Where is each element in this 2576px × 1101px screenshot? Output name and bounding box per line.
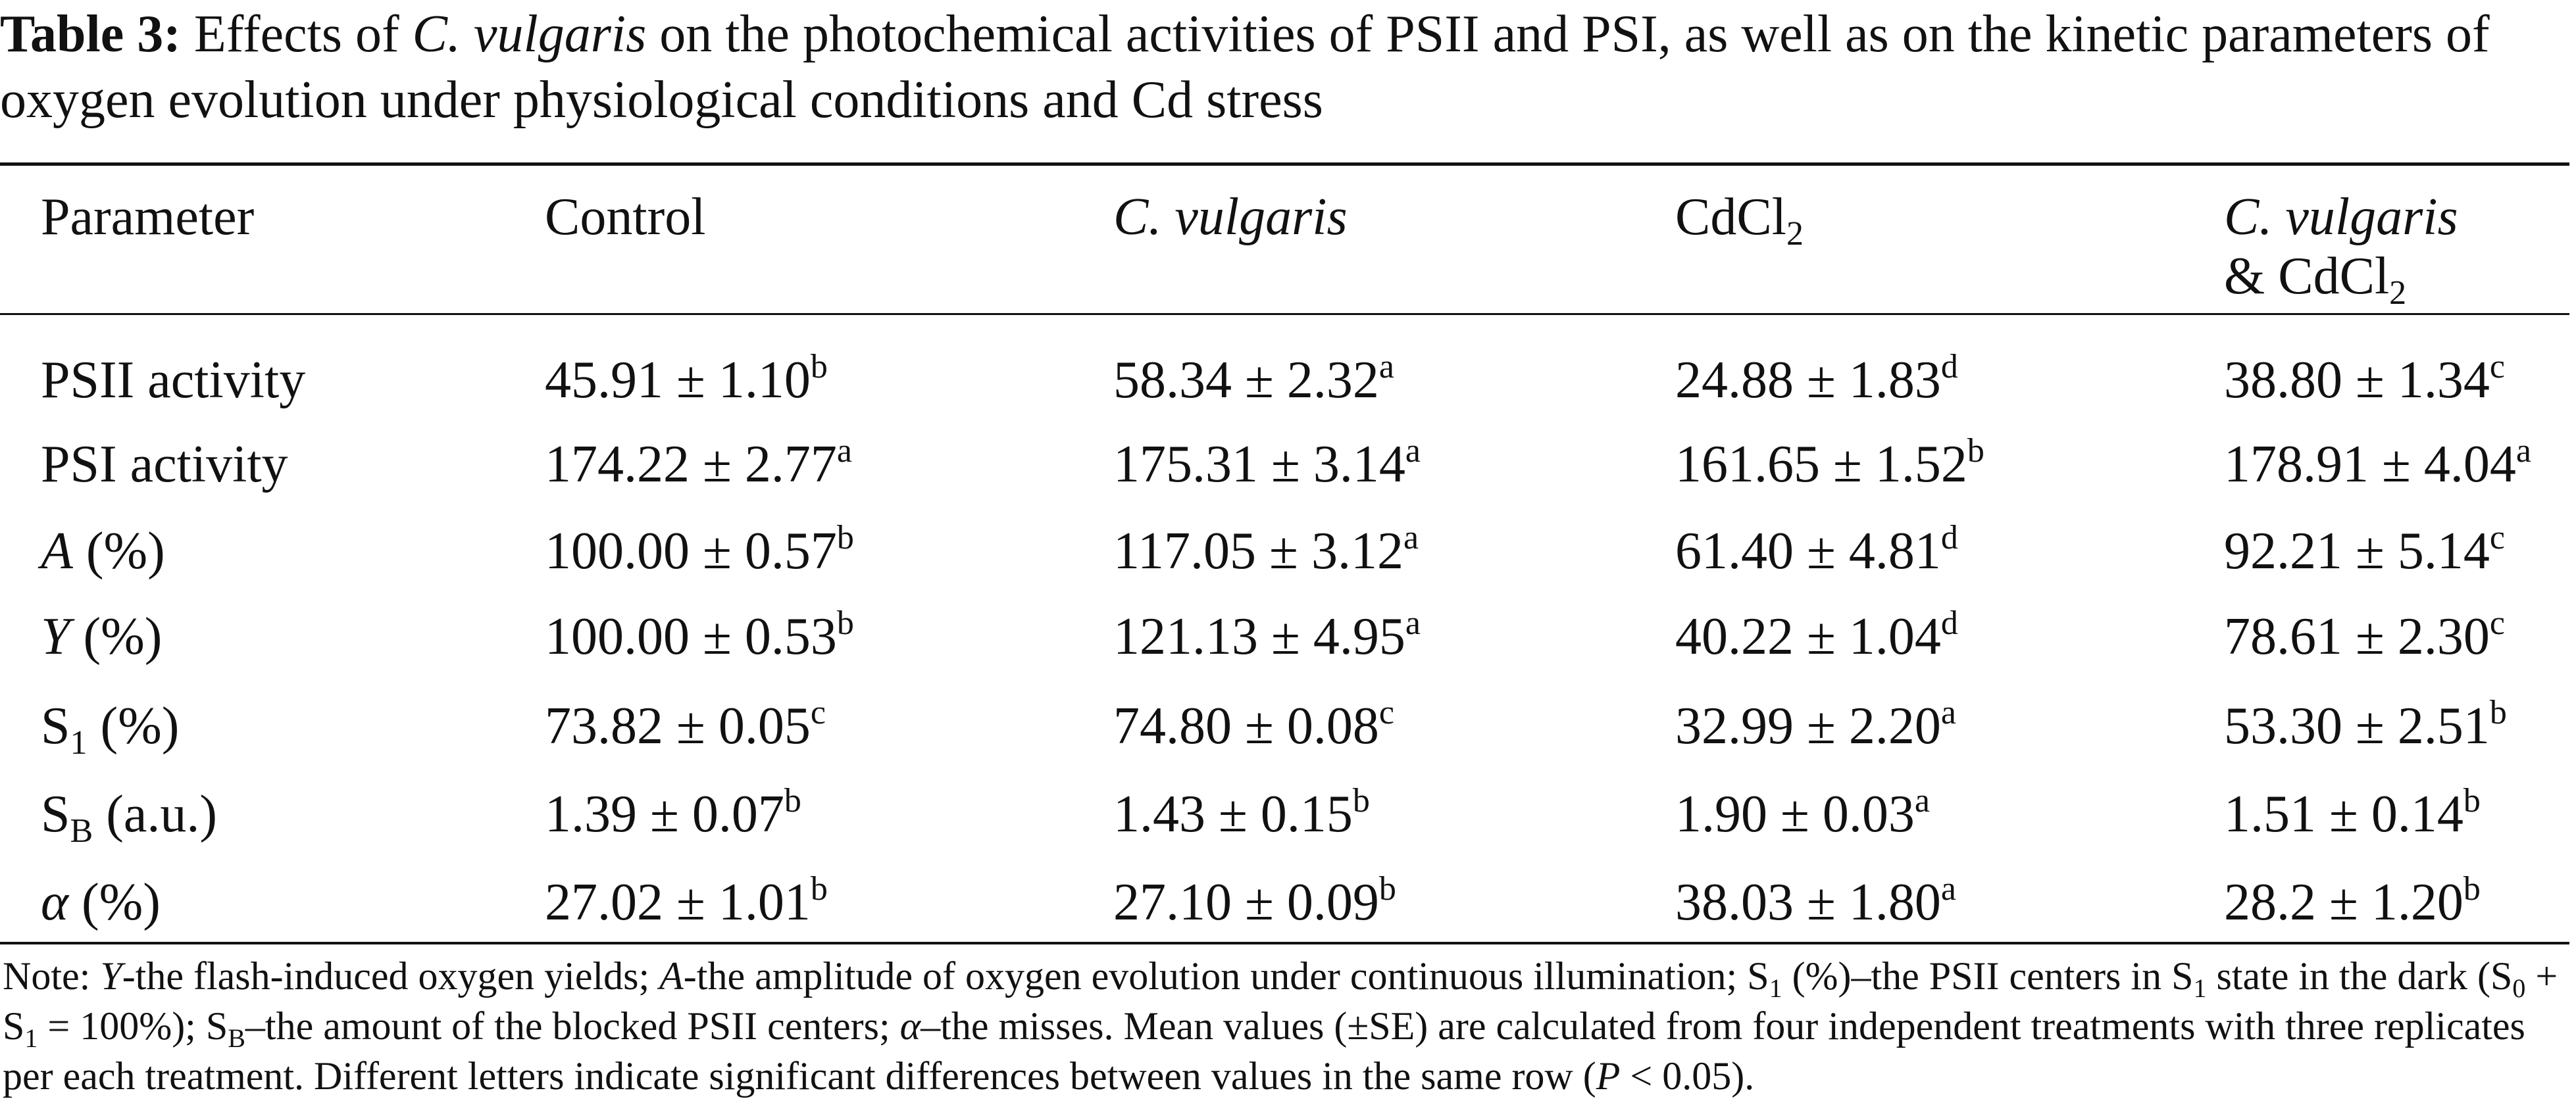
cell-value: 1.90 ± 0.03 — [1675, 785, 1915, 843]
note-symbol: α — [899, 1004, 921, 1048]
row-label — [41, 437, 288, 492]
table-cell — [545, 519, 854, 580]
cell-value: 121.13 ± 4.95 — [1113, 608, 1405, 666]
table-cell — [1113, 348, 1394, 409]
cell-letter: b — [836, 519, 854, 556]
cell-value: 61.40 ± 4.81 — [1675, 522, 1941, 580]
header-parameter — [41, 184, 254, 250]
row-label-text: PSII activity — [41, 351, 306, 409]
cell-value: 73.82 ± 0.05 — [545, 697, 811, 755]
cell-letter: a — [1914, 782, 1930, 820]
cell-value: 38.03 ± 1.80 — [1675, 873, 1941, 931]
note-symbol: P — [1596, 1054, 1621, 1098]
header-cdcl2-sub: 2 — [1786, 215, 1804, 253]
table-cell — [2224, 694, 2507, 755]
cell-value: 45.91 ± 1.10 — [545, 351, 811, 409]
row-label-base: S — [41, 697, 70, 755]
cell-value: 53.30 ± 2.51 — [2224, 697, 2490, 755]
cell-letter: c — [810, 694, 826, 731]
cell-value: 28.2 ± 1.20 — [2224, 873, 2463, 931]
note-text: -the flash-induced oxygen yields; — [122, 954, 660, 998]
cell-value: 74.80 ± 0.08 — [1113, 697, 1379, 755]
table-cell — [1675, 870, 1956, 931]
table-cell — [545, 782, 801, 843]
row-label-unit: (%) — [70, 608, 163, 666]
row-label — [41, 875, 161, 930]
note-text: –the amount of the blocked PSII centers; — [245, 1004, 900, 1048]
table-cell — [1675, 519, 1958, 580]
cell-letter: b — [1967, 432, 1984, 470]
cell-letter: a — [1940, 694, 1956, 731]
cell-letter: a — [1940, 870, 1956, 908]
cell-value: 100.00 ± 0.57 — [545, 522, 837, 580]
table-cell — [2224, 604, 2505, 666]
cell-letter: b — [836, 604, 854, 642]
note-text: (%)–the PSII centers in S — [1782, 954, 2194, 998]
cell-value: 1.43 ± 0.15 — [1113, 785, 1353, 843]
note-symbol: Y — [100, 954, 122, 998]
caption-label: Table 3: — [0, 5, 181, 63]
note-text: < 0.05). — [1620, 1054, 1755, 1098]
cell-letter: d — [1940, 519, 1958, 556]
table-note — [3, 951, 2569, 1101]
header-control — [545, 184, 705, 250]
row-label-symbol: A — [41, 522, 73, 580]
cell-letter: b — [2463, 782, 2481, 820]
row-label — [41, 785, 217, 850]
table-top-rule — [0, 162, 2569, 166]
table-cell — [1113, 432, 1421, 493]
table-cell — [1675, 604, 1958, 666]
cell-letter: b — [784, 782, 801, 820]
cell-value: 78.61 ± 2.30 — [2224, 608, 2490, 666]
caption-text-start: Effects of — [193, 5, 399, 63]
table-cell — [2224, 782, 2481, 843]
table-cell — [1113, 519, 1419, 580]
cell-value: 38.80 ± 1.34 — [2224, 351, 2490, 409]
note-text: = 100%); S — [38, 1004, 228, 1048]
note-sub: 1 — [1769, 973, 1782, 1003]
table-cell — [545, 870, 828, 931]
note-symbol: A — [659, 954, 684, 998]
note-text: Note: — [3, 954, 101, 998]
cell-value: 27.02 ± 1.01 — [545, 873, 811, 931]
header-cdcl2 — [1675, 184, 1804, 253]
row-label — [41, 609, 162, 664]
row-label — [41, 697, 180, 762]
cell-letter: a — [836, 432, 852, 470]
cell-value: 178.91 ± 4.04 — [2224, 435, 2516, 493]
cell-letter: b — [1352, 782, 1370, 820]
table-cell — [1675, 348, 1958, 409]
row-label — [41, 353, 305, 408]
cell-letter: a — [2515, 432, 2531, 470]
cell-letter: a — [1405, 432, 1421, 470]
row-label-unit: (%) — [72, 522, 165, 580]
cell-letter: b — [810, 348, 828, 385]
cell-letter: a — [1405, 604, 1421, 642]
table-cell — [2224, 519, 2505, 580]
cell-value: 175.31 ± 3.14 — [1113, 435, 1405, 493]
table-cell — [1113, 870, 1396, 931]
header-cvulgaris-label: C. vulgaris — [1113, 188, 1348, 246]
table-cell — [545, 604, 854, 666]
row-label-text: PSI activity — [41, 435, 288, 493]
note-text: -the amplitude of oxygen evolution under continuous illumination; S — [683, 954, 1769, 998]
cell-letter: c — [1378, 694, 1394, 731]
cell-value: 92.21 ± 5.14 — [2224, 522, 2490, 580]
cell-value: 100.00 ± 0.53 — [545, 608, 837, 666]
cell-value: 27.10 ± 0.09 — [1113, 873, 1379, 931]
table-cell — [1113, 604, 1421, 666]
table-cell — [545, 432, 852, 493]
header-both-line1: C. vulgaris — [2224, 188, 2458, 246]
table-cell — [2224, 348, 2505, 409]
row-label-unit: (a.u.) — [93, 785, 217, 843]
caption-text-end: on the photochemical activities of PSII and PSI, as well as on the kinetic parameters of oxygen evolution under physiological conditions and Cd stress — [0, 5, 2490, 129]
note-sub: 1 — [24, 1023, 38, 1053]
row-label-sub: 1 — [70, 724, 88, 762]
cell-letter: a — [1403, 519, 1419, 556]
table-cell — [1675, 782, 1930, 843]
caption-species: C. vulgaris — [412, 5, 647, 63]
header-cvulgaris-cdcl2-line2 — [2224, 243, 2407, 312]
row-label-unit: (%) — [68, 873, 161, 931]
cell-value: 1.39 ± 0.07 — [545, 785, 784, 843]
cell-letter: b — [2489, 694, 2507, 731]
table-caption — [0, 1, 2569, 133]
table-cell — [2224, 870, 2481, 931]
cell-value: 40.22 ± 1.04 — [1675, 608, 1941, 666]
cell-letter: a — [1378, 348, 1394, 385]
cell-value: 32.99 ± 2.20 — [1675, 697, 1941, 755]
header-cvulgaris — [1113, 184, 1348, 250]
note-text: state in the dark (S — [2206, 954, 2513, 998]
row-label-unit: (%) — [87, 697, 180, 755]
header-both-line2-base: & CdCl — [2224, 247, 2390, 305]
cell-value: 58.34 ± 2.32 — [1113, 351, 1379, 409]
table-cell — [1113, 782, 1370, 843]
row-label — [41, 524, 165, 579]
table-bottom-rule — [0, 942, 2569, 944]
table-cell — [2224, 432, 2531, 493]
row-label-symbol: α — [41, 873, 68, 931]
table-cell — [1113, 694, 1394, 755]
header-cdcl2-base: CdCl — [1675, 188, 1786, 246]
note-sub: B — [228, 1023, 245, 1053]
table-cell — [545, 694, 826, 755]
header-control-label: Control — [545, 188, 706, 246]
row-label-symbol: Y — [41, 608, 70, 666]
note-sub: 0 — [2512, 973, 2526, 1003]
cell-value: 117.05 ± 3.12 — [1113, 522, 1403, 580]
table-cell — [1675, 432, 1984, 493]
cell-letter: c — [2489, 604, 2505, 642]
row-label-sub: B — [70, 812, 93, 850]
table-cell — [545, 348, 828, 409]
header-parameter-label: Parameter — [41, 188, 255, 246]
note-text: –the misses. Mean values (±SE) are calculated from four independent treatments with three replicates per each treatment. Different letters indicate significant differences between values in the same row ( — [3, 1004, 2525, 1098]
row-label-base: S — [41, 785, 70, 843]
note-text: + S — [3, 954, 2558, 1048]
table-cell — [1675, 694, 1956, 755]
cell-letter: c — [2489, 519, 2505, 556]
header-cvulgaris-cdcl2 — [2224, 184, 2458, 250]
cell-letter: b — [1378, 870, 1396, 908]
header-both-line2-sub: 2 — [2389, 274, 2407, 312]
cell-value: 24.88 ± 1.83 — [1675, 351, 1941, 409]
cell-value: 174.22 ± 2.77 — [545, 435, 837, 493]
note-sub: 1 — [2193, 973, 2207, 1003]
cell-letter: d — [1940, 348, 1958, 385]
cell-letter: b — [810, 870, 828, 908]
cell-letter: c — [2489, 348, 2505, 385]
cell-value: 161.65 ± 1.52 — [1675, 435, 1967, 493]
table-header-rule — [0, 313, 2569, 315]
cell-letter: b — [2463, 870, 2481, 908]
cell-letter: d — [1940, 604, 1958, 642]
cell-value: 1.51 ± 0.14 — [2224, 785, 2463, 843]
